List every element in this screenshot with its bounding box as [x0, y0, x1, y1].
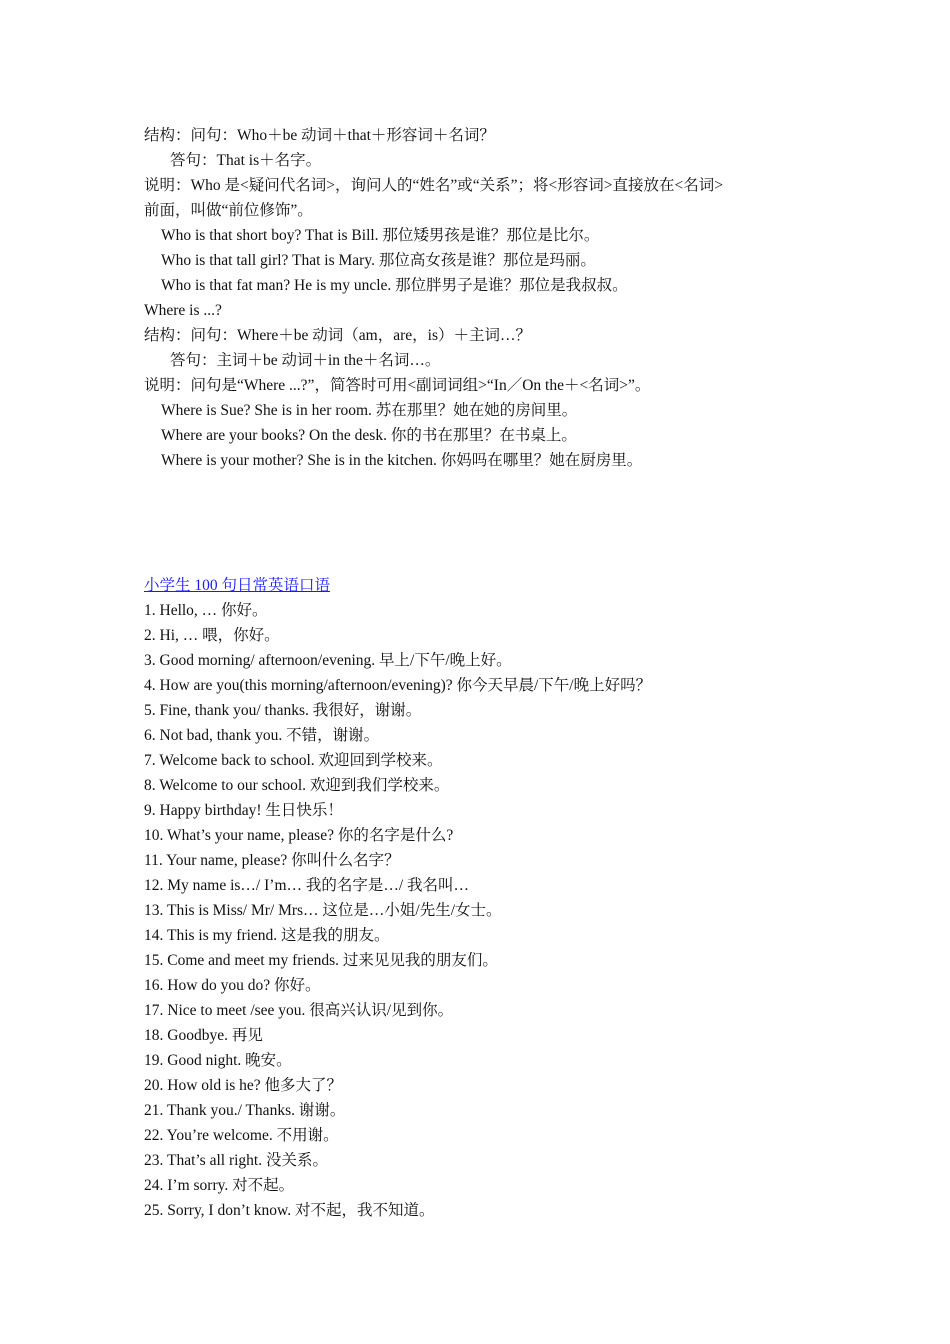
- document-page: [144, 123, 844, 1223]
- where-answer: 答句：主词＋be 动词＋in the＋名词…。: [170, 352, 441, 369]
- where-note: 说明：问句是“Where ...?”，简答时可用<副词词组>“In／On the＋<名词>”。: [144, 377, 651, 394]
- who-example: Who is that tall girl? That is Mary. 那位高女孩是谁？那位是玛丽。: [161, 252, 596, 269]
- phrase-item: 19. Good night. 晚安。: [144, 1052, 292, 1069]
- phrase-item: 4. How are you(this morning/afternoon/evening)? 你今天早晨/下午/晚上好吗？: [144, 677, 652, 694]
- phrase-item: 24. I’m sorry. 对不起。: [144, 1177, 295, 1194]
- phrase-item: 12. My name is…/ I’m… 我的名字是…/ 我名叫…: [144, 877, 470, 894]
- section-spacer: [144, 473, 844, 573]
- phrase-item: 1. Hello, … 你好。: [144, 602, 268, 619]
- where-example: Where is Sue? She is in her room. 苏在那里？她在她的房间里。: [161, 402, 578, 419]
- phrase-item: 11. Your name, please? 你叫什么名字？: [144, 852, 400, 869]
- phrase-item: 21. Thank you./ Thanks. 谢谢。: [144, 1102, 346, 1119]
- phrase-item: 16. How do you do? 你好。: [144, 977, 321, 994]
- phrase-item: 13. This is Miss/ Mr/ Mrs… 这位是…小姐/先生/女士。: [144, 902, 502, 919]
- phrase-item: 22. You’re welcome. 不用谢。: [144, 1127, 339, 1144]
- phrase-item: 6. Not bad, thank you. 不错，谢谢。: [144, 727, 380, 744]
- phrases-title-link[interactable]: 小学生 100 句日常英语口语: [144, 577, 331, 594]
- phrase-item: 8. Welcome to our school. 欢迎到我们学校来。: [144, 777, 450, 794]
- phrase-item: 17. Nice to meet /see you. 很高兴认识/见到你。: [144, 1002, 454, 1019]
- phrase-item: 2. Hi, … 喂，你好。: [144, 627, 280, 644]
- who-example: Who is that short boy? That is Bill. 那位矮男孩是谁？那位是比尔。: [161, 227, 600, 244]
- phrase-item: 23. That’s all right. 没关系。: [144, 1152, 328, 1169]
- where-example: Where are your books? On the desk. 你的书在那里？在书桌上。: [161, 427, 577, 444]
- who-answer: 答句：That is＋名字。: [170, 152, 322, 169]
- phrase-item: 20. How old is he? 他多大了？: [144, 1077, 343, 1094]
- phrase-item: 7. Welcome back to school. 欢迎回到学校来。: [144, 752, 443, 769]
- phrase-item: 18. Goodbye. 再见: [144, 1027, 263, 1044]
- where-example: Where is your mother? She is in the kitchen. 你妈吗在哪里？她在厨房里。: [161, 452, 643, 469]
- who-note-line-2: 前面，叫做“前位修饰”。: [144, 202, 313, 219]
- where-heading: Where is ...?: [144, 302, 222, 319]
- phrase-item: 10. What’s your name, please? 你的名字是什么?: [144, 827, 454, 844]
- phrase-item: 9. Happy birthday! 生日快乐！: [144, 802, 343, 819]
- phrase-item: 15. Come and meet my friends. 过来见见我的朋友们。: [144, 952, 498, 969]
- phrase-item: 25. Sorry, I don’t know. 对不起，我不知道。: [144, 1202, 435, 1219]
- who-example: Who is that fat man? He is my uncle. 那位胖男子是谁？那位是我叔叔。: [161, 277, 628, 294]
- phrase-item: 14. This is my friend. 这是我的朋友。: [144, 927, 390, 944]
- where-structure: 结构：问句：Where＋be 动词（am，are，is）＋主词…？: [144, 327, 532, 344]
- who-structure: 结构：问句：Who＋be 动词＋that＋形容词＋名词？: [144, 127, 495, 144]
- phrase-item: 5. Fine, thank you/ thanks. 我很好，谢谢。: [144, 702, 422, 719]
- who-note-line-1: 说明：Who 是<疑问代名词>，询问人的“姓名”或“关系”；将<形容词>直接放在<名词>: [144, 177, 723, 194]
- phrase-item: 3. Good morning/ afternoon/evening. 早上/下午/晚上好。: [144, 652, 512, 669]
